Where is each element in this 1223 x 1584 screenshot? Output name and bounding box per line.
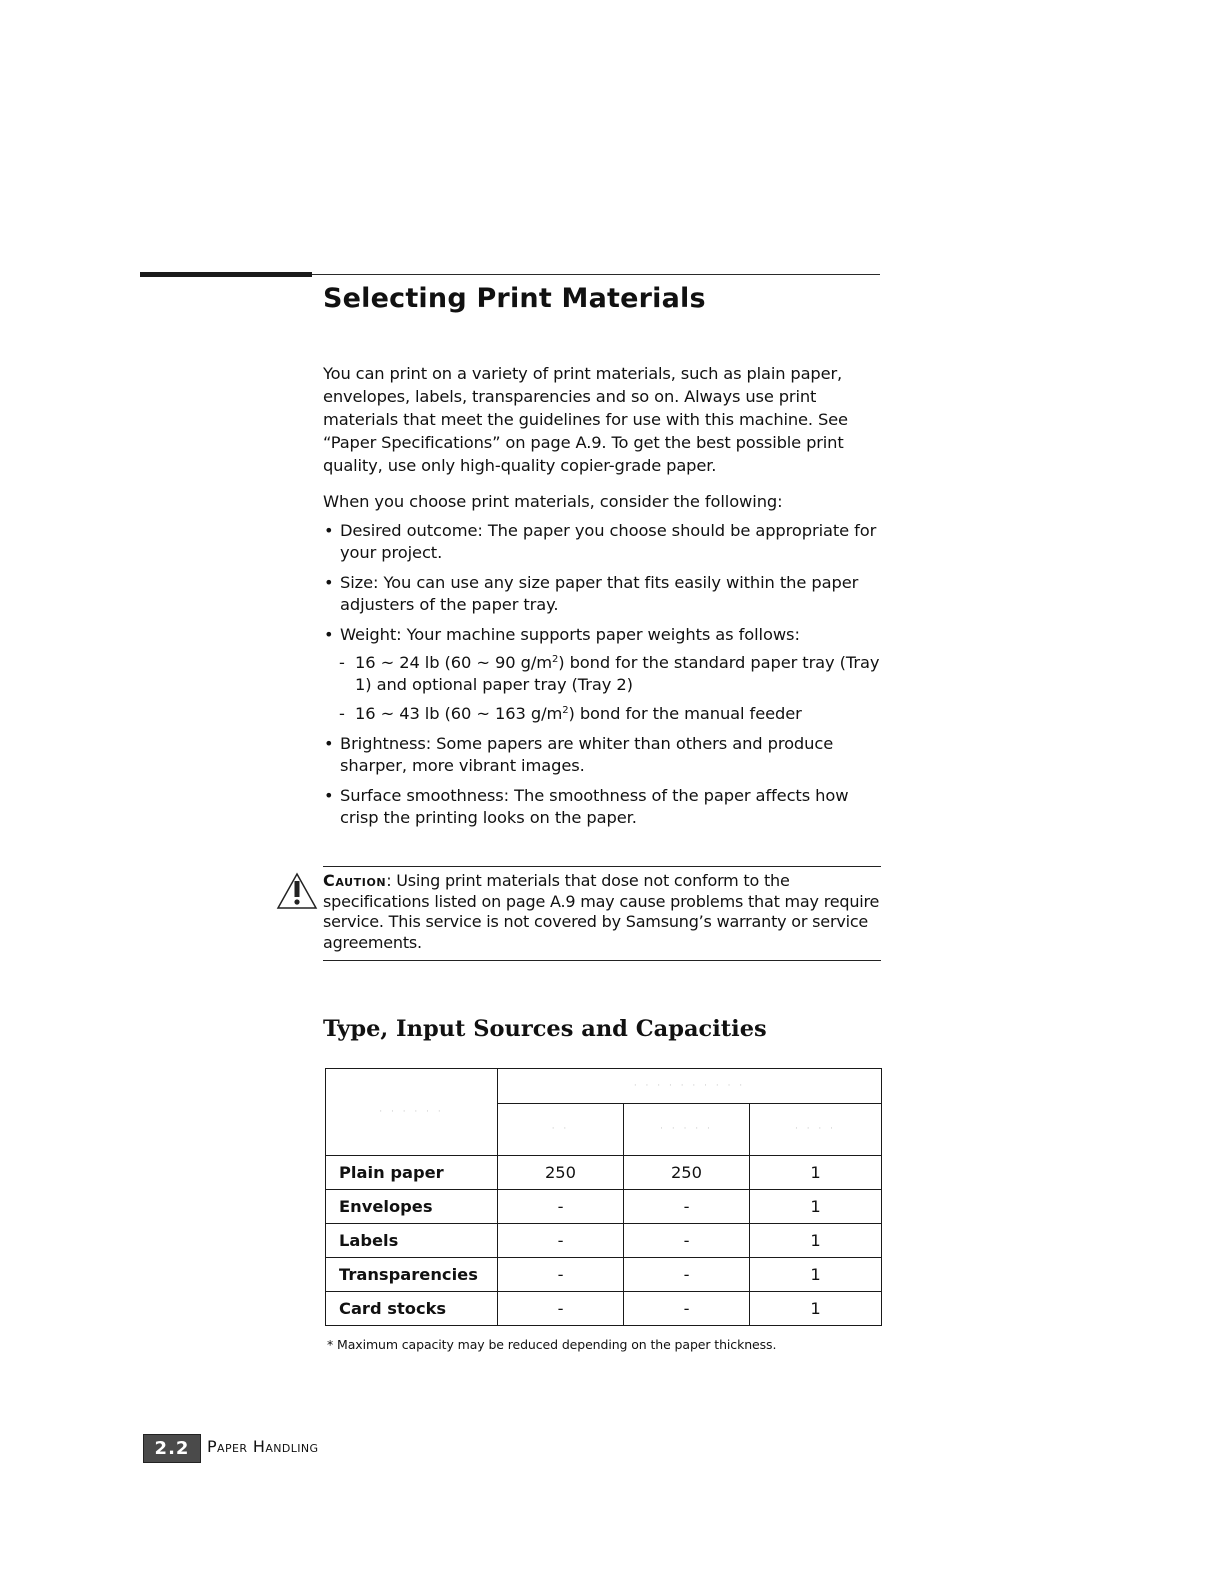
caution-note [323,871,883,953]
table-header-type: · · · · · · [326,1069,498,1156]
caution-rule-top [323,866,881,867]
bullet-surface-smoothness: • Surface smoothness: The smoothness of the paper affects how crisp the printing looks on the paper. [323,785,883,829]
table-footnote: * Maximum capacity may be reduced depending on the paper thickness. [327,1337,777,1352]
footer-section-name: Paper Handling [207,1437,319,1456]
caution-text: : Using print materials that dose not conform to the specifications listed on page A.9 may cause problems that may require service. This service is not covered by Samsung’s warranty or service agreements. [323,871,880,952]
cell-manual: 1 [750,1190,882,1224]
bullet-desired-outcome: • Desired outcome: The paper you choose should be appropriate for your project. [323,520,883,564]
weight-manual-a: 16 ~ 43 lb (60 ~ 163 g/m [355,704,563,723]
cell-tray2: 250 [624,1156,750,1190]
table-header-sources: · · · · · · · · · · [498,1069,882,1104]
weight-standard-tray [339,652,883,696]
header-rule [312,274,880,275]
considerations-list [323,520,883,837]
bullet-brightness: • Brightness: Some papers are whiter than others and produce sharper, more vibrant images. [323,733,883,777]
cell-manual: 1 [750,1156,882,1190]
capacity-table [325,1068,882,1326]
table-row [326,1156,882,1190]
cell-tray2: - [624,1224,750,1258]
cell-tray1: - [498,1190,624,1224]
cell-type: Labels [326,1224,498,1258]
bullet-size: • Size: You can use any size paper that fits easily within the paper adjusters of the paper tray. [323,572,883,616]
table-row [326,1224,882,1258]
table-row [326,1258,882,1292]
cell-tray1: 250 [498,1156,624,1190]
lead-sentence: When you choose print materials, consider the following: [323,492,783,511]
cell-manual: 1 [750,1292,882,1326]
cell-tray2: - [624,1292,750,1326]
weight-standard-a: 16 ~ 24 lb (60 ~ 90 g/m [355,653,552,672]
cell-tray2: - [624,1190,750,1224]
weight-manual-sup: 2 [562,705,569,716]
table-row [326,1292,882,1326]
cell-tray2: - [624,1258,750,1292]
intro-paragraph: You can print on a variety of print materials, such as plain paper, envelopes, labels, transparencies and so on. Always use print materials that meet the guidelines for use with this machine. See “Paper Specifications” on page A.9. To get the best possible print quality, use only high-quality copier-grade paper. [323,364,848,475]
weight-standard-sup: 2 [551,654,559,665]
cell-manual: 1 [750,1258,882,1292]
bullet-weight [323,624,883,725]
cell-type: Plain paper [326,1156,498,1190]
caution-rule-bottom [323,960,881,961]
weight-manual-b: ) bond for the manual feeder [568,704,802,723]
table-row [326,1190,882,1224]
cell-manual: 1 [750,1224,882,1258]
page-title: Selecting Print Materials [323,283,706,314]
caution-label: Caution [323,871,387,890]
cell-type: Envelopes [326,1190,498,1224]
table-header-tray1: · · [498,1103,624,1155]
weight-standard-b: ) bond for the standard paper tray (Tray 1) and optional paper tray (Tray 2) [355,653,880,694]
caution-icon [274,870,320,912]
cell-type: Card stocks [326,1292,498,1326]
weight-sublist [339,652,883,725]
table-header-row [326,1069,882,1104]
cell-tray1: - [498,1224,624,1258]
cell-type: Transparencies [326,1258,498,1292]
table-header-manual: · · · · [750,1103,882,1155]
header-rule-thick [140,272,312,277]
cell-tray1: - [498,1292,624,1326]
cell-tray1: - [498,1258,624,1292]
weight-manual-feeder [339,703,883,725]
section-subheading: Type, Input Sources and Capacities [323,1016,767,1042]
table-header-tray2: · · · · · [624,1103,750,1155]
page-number: 2.2 [143,1434,201,1463]
bullet-weight-text: Weight: Your machine supports paper weights as follows: [340,625,800,644]
